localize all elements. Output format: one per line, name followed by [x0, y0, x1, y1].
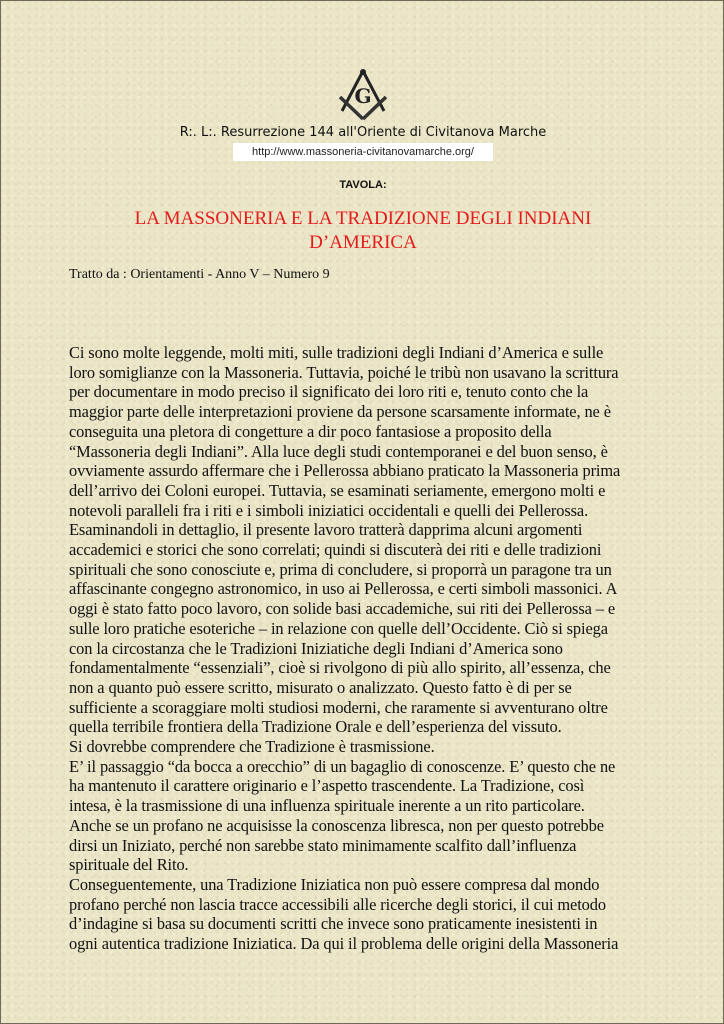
square-and-compasses-icon	[334, 67, 392, 123]
body-line: loro somiglianze con la Massoneria. Tuttavia, poiché le tribù non usavano la scrittura	[69, 362, 619, 382]
body-line: ogni autentica tradizione Iniziatica. Da qui il problema delle origini della Massoneria	[69, 934, 619, 954]
body-line: sufficiente a scoraggiare molti studiosi moderni, che raramente si avventurano oltre	[69, 697, 608, 717]
body-line: ha mantenuto il carattere originario e l’aspetto trascendente. La Tradizione, così	[69, 776, 585, 796]
body-line: intesa, è la trasmissione di una influenza spirituale inerente a un rito particolare.	[69, 796, 585, 816]
body-line: conseguita una pletora di congetture a dir poco fantasiose a proposito della	[69, 421, 552, 441]
body-paragraph	[69, 343, 669, 954]
body-line: spirituali che sono conosciute e, prima di concludere, si proporrà un paragone tra un	[69, 559, 612, 579]
body-line: Ci sono molte leggende, molti miti, sulle tradizioni degli Indiani d’America e sulle	[69, 343, 604, 362]
body-line: non a quanto può essere scritto, misurato o analizzato. Questo fatto è di per se	[69, 677, 572, 697]
body-line: oggi è stato fatto poco lavoro, con solide basi accademiche, sui riti dei Pellerossa – e	[69, 599, 616, 619]
body-line: fondamentalmente “essenziali”, cioè si rivolgono di più allo spirito, all’essenza, che	[69, 658, 611, 678]
source-citation: Tratto da : Orientamenti - Anno V – Numero 9	[69, 267, 330, 282]
body-line: maggior parte delle interpretazioni proviene da persone scarsamente informate, ne è	[69, 402, 611, 422]
body-line: d’indagine si basa su documenti scritti che invece sono praticamente inesistenti in	[69, 914, 598, 934]
body-line: dell’arrivo dei Coloni europei. Tuttavia, se esaminati seriamente, emergono molti e	[69, 480, 606, 500]
logo-letter: G	[354, 84, 372, 108]
body-line: quella terribile frontiera della Tradizione Orale e dell’esperienza del vissuto.	[69, 717, 562, 737]
body-line: ovviamente assurdo affermare che i Pellerossa abbiano praticato la Massoneria prima	[69, 461, 621, 481]
website-link[interactable]: http://www.massoneria-civitanovamarche.org/	[233, 143, 493, 161]
title-line-1: LA MASSONERIA E LA TRADIZIONE DEGLI INDIANI	[134, 208, 592, 229]
body-line: spirituale del Rito.	[69, 855, 189, 875]
body-line: “Massoneria degli Indiani”. Alla luce degli studi contemporanei e del buon senso, è	[69, 441, 608, 461]
body-line: Si dovrebbe comprendere che Tradizione è trasmissione.	[69, 737, 435, 757]
body-line: notevoli paralleli fra i riti e i simboli iniziatici occidentali e quelli dei Pellerossa.	[69, 500, 589, 520]
title-line-2: D’AMERICA	[309, 232, 417, 253]
document-title	[61, 207, 665, 255]
body-line: E’ il passaggio “da bocca a orecchio” di un bagaglio di conoscenze. E’ questo che ne	[69, 756, 616, 776]
section-label: TAVOLA:	[339, 179, 387, 191]
body-line: Esaminandoli in dettaglio, il presente lavoro tratterà dapprima alcuni argomenti	[69, 520, 583, 540]
body-line: sulle loro pratiche esoteriche – in relazione con quelle dell’Occidente. Ciò si spiega	[69, 618, 608, 638]
body-line: per documentare in modo preciso il significato dei loro riti e, tenuto conto che la	[69, 382, 589, 402]
body-line: con la circostanza che le Tradizioni Iniziatiche degli Indiani d’America sono	[69, 638, 563, 658]
body-line: profano perché non lascia tracce accessibili alle ricerche degli storici, il cui metodo	[69, 894, 606, 914]
lodge-name: R:. L:. Resurrezione 144 all'Oriente di Civitanova Marche	[179, 125, 547, 140]
body-line: Anche se un profano ne acquisisse la conoscenza libresca, non per questo potrebbe	[69, 815, 604, 835]
body-line: Conseguentemente, una Tradizione Iniziatica non può essere compresa dal mondo	[69, 874, 600, 894]
body-line: accademici e storici che sono correlati; quindi si discuterà dei riti e delle tradizioni	[69, 540, 602, 560]
body-line: dirsi un Iniziato, perché non sarebbe stato minimamente scalfito dall’influenza	[69, 835, 577, 855]
body-line: affascinante congegno astronomico, in uso ai Pellerossa, e certi simboli massonici. A	[69, 579, 618, 599]
